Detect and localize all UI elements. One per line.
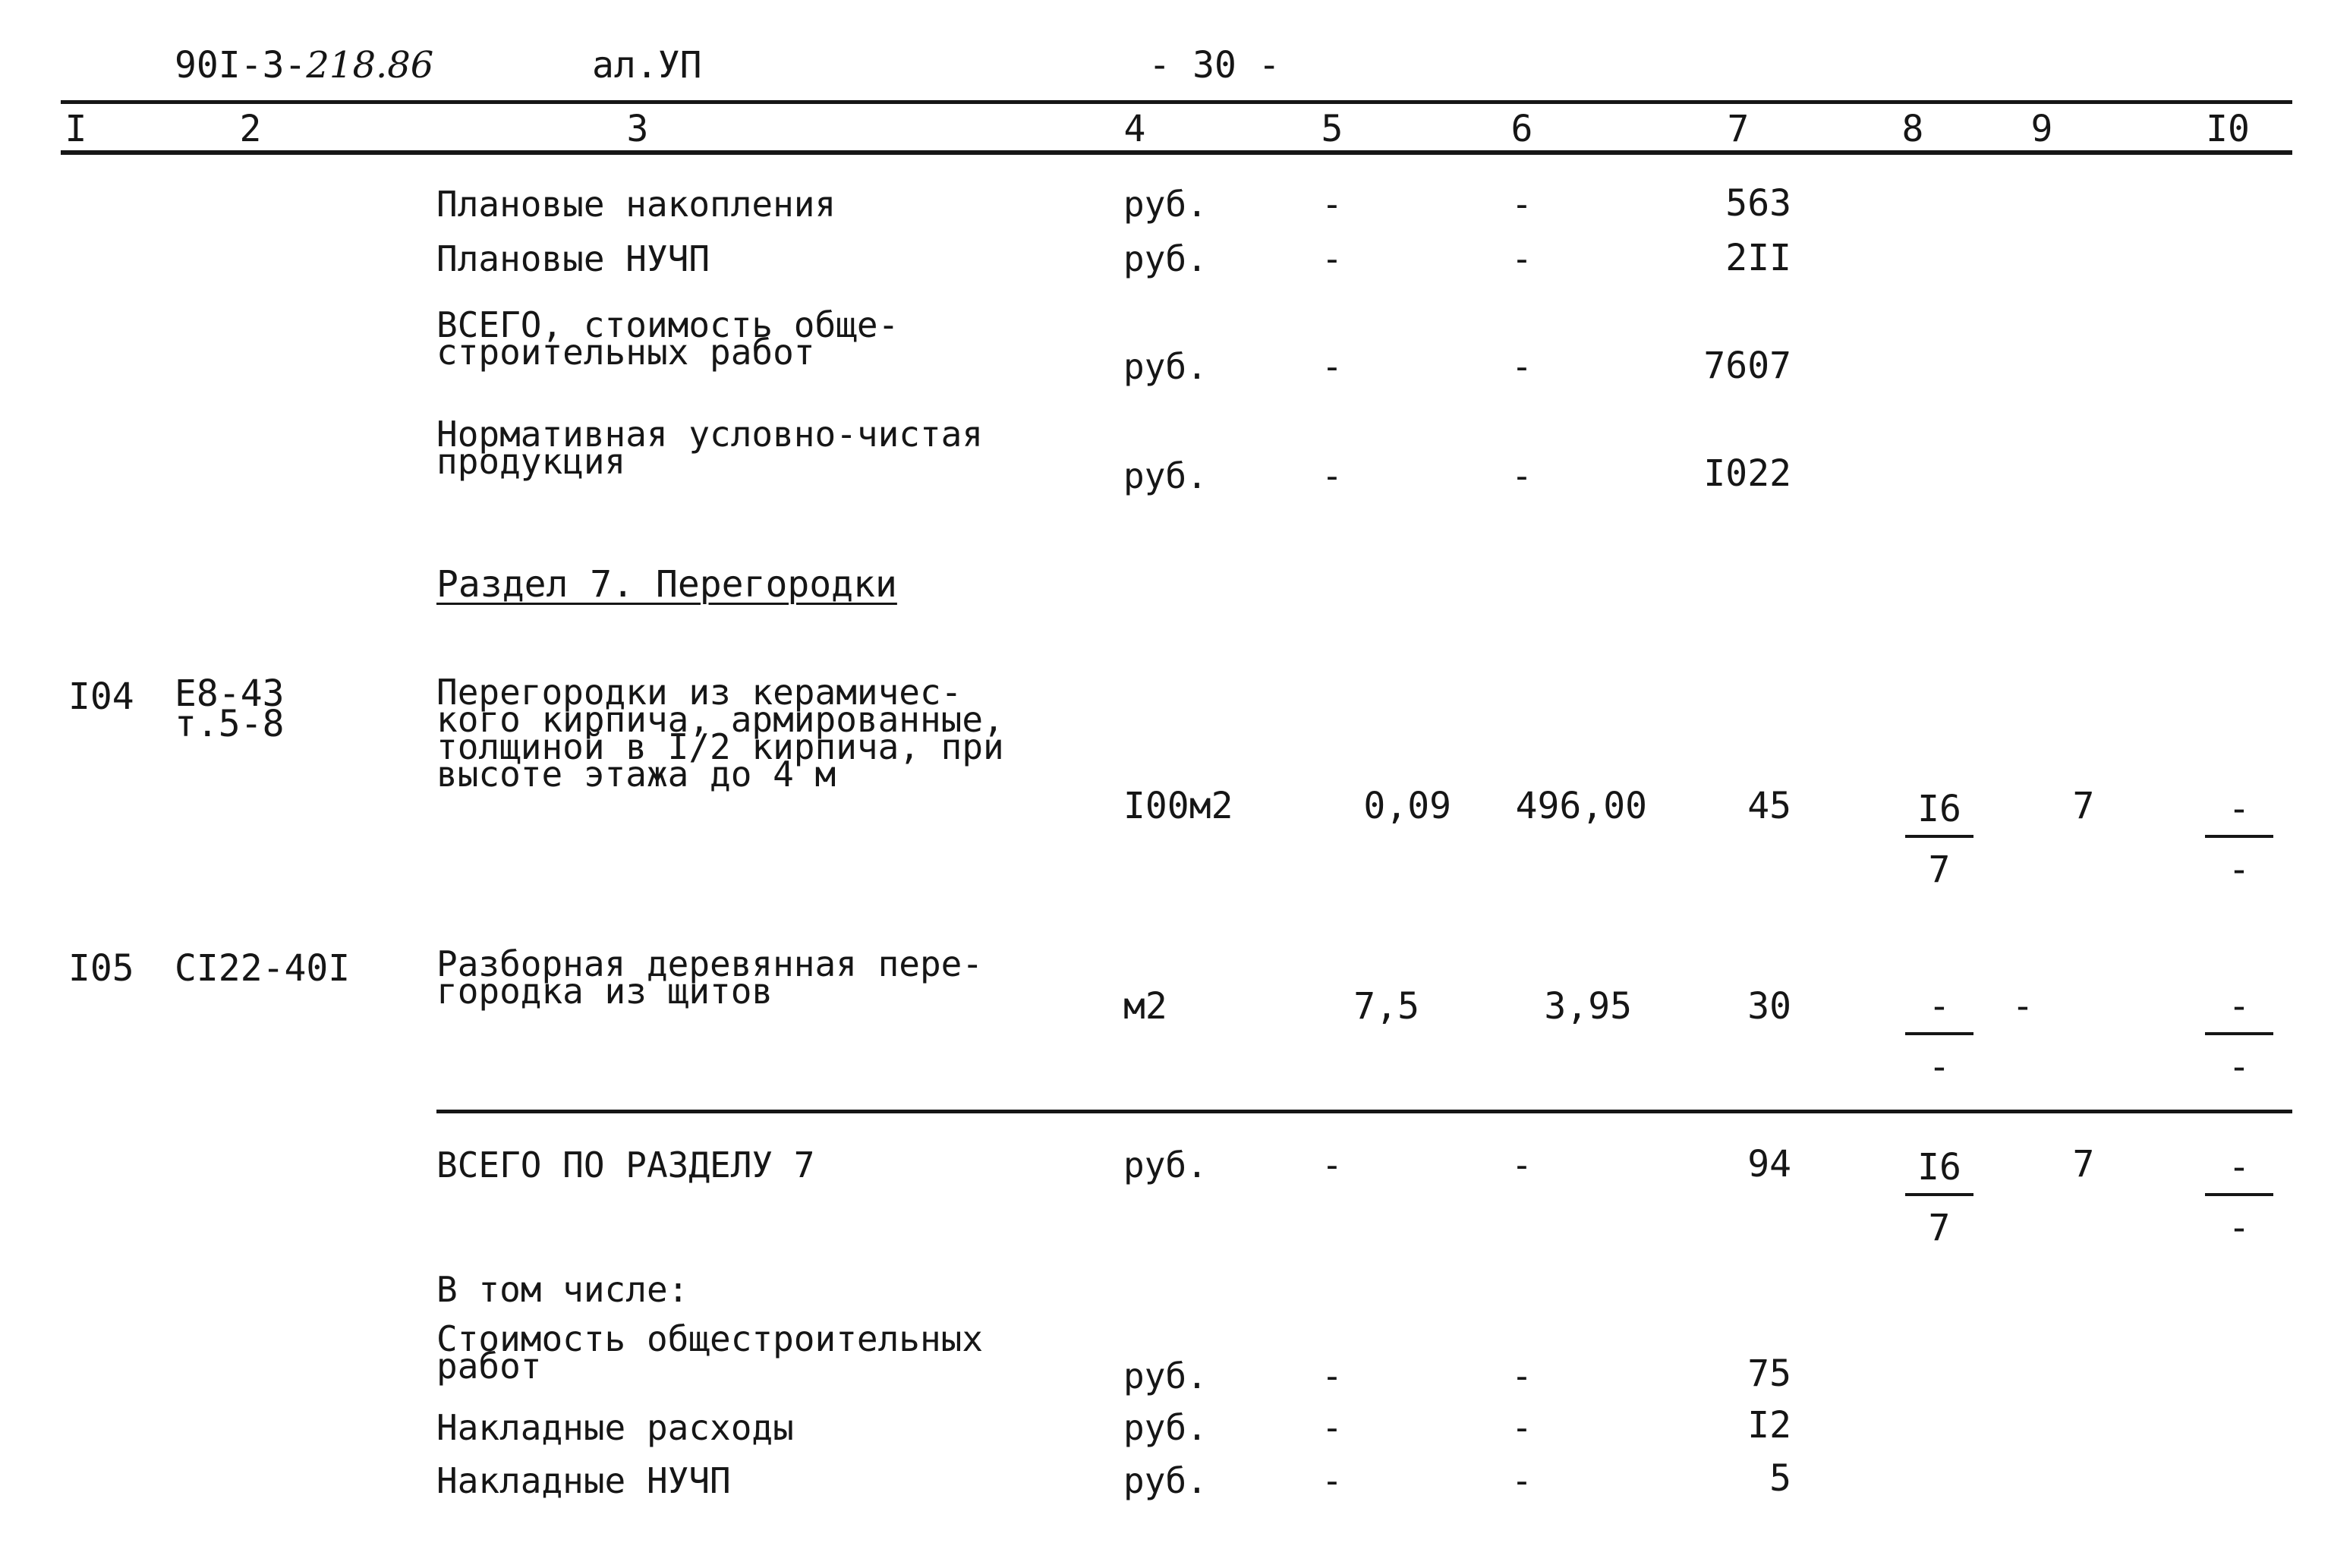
item-unit-price: 496,00	[1515, 785, 1647, 827]
section-total-col8-fraction	[1905, 1146, 1973, 1249]
fraction-bar	[2205, 835, 2273, 838]
breakdown-row-col6: -	[1511, 1460, 1532, 1501]
item-quantity: 0,09	[1363, 785, 1451, 827]
fraction-bar	[1905, 835, 1973, 838]
item-unit-price: 3,95	[1544, 985, 1632, 1028]
summary-row-unit: руб.	[1123, 184, 1208, 225]
section-total-col10-fraction	[2205, 1146, 2273, 1249]
item-total-cost: 30	[1747, 985, 1791, 1028]
including-label: В том числе:	[436, 1269, 689, 1310]
item-col10-fraction	[2205, 788, 2273, 891]
column-header-7: 7	[1727, 108, 1750, 150]
breakdown-row-value: 5	[1769, 1457, 1791, 1500]
fraction-denominator: 7	[1928, 849, 1951, 891]
summary-row-col6: -	[1511, 346, 1532, 387]
column-header-8: 8	[1901, 108, 1924, 150]
summary-row-name: ВСЕГО, стоимость обще- строительных работ	[436, 304, 899, 373]
section-total-col5: -	[1321, 1145, 1343, 1185]
breakdown-row-col5: -	[1321, 1355, 1343, 1396]
item-code: СI22-40I	[175, 947, 351, 990]
summary-row-col6: -	[1511, 238, 1532, 279]
section-total-value: 94	[1747, 1143, 1791, 1185]
column-header-9: 9	[2030, 108, 2053, 150]
fraction-numerator: -	[1928, 985, 1951, 1028]
breakdown-row-col5: -	[1321, 1407, 1343, 1448]
fraction-bar	[2205, 1193, 2273, 1196]
column-header-3: 3	[626, 108, 649, 150]
summary-row-value: 7607	[1703, 345, 1791, 387]
fraction-numerator: -	[2228, 1146, 2251, 1189]
summary-row-value: I022	[1703, 452, 1791, 495]
page-number: - 30 -	[1148, 44, 1280, 87]
section-total-rule	[436, 1110, 2292, 1113]
breakdown-row-name: Накладные расходы	[436, 1407, 794, 1448]
fraction-numerator: I6	[1917, 1146, 1961, 1189]
item-total-cost: 45	[1747, 785, 1791, 827]
item-number: I05	[68, 947, 134, 990]
fraction-numerator: -	[2228, 788, 2251, 830]
summary-row-col6: -	[1511, 455, 1532, 496]
summary-row-unit: руб.	[1123, 238, 1208, 279]
item-col10-fraction	[2205, 985, 2273, 1088]
item-col9: -	[2011, 985, 2034, 1028]
breakdown-row-unit: руб.	[1123, 1355, 1208, 1396]
fraction-denominator: 7	[1928, 1207, 1951, 1249]
breakdown-row-name: Стоимость общестроительных работ	[436, 1318, 984, 1387]
column-header-10: I0	[2206, 108, 2250, 150]
item-col8-fraction	[1905, 985, 1973, 1088]
summary-row-col5: -	[1321, 184, 1343, 225]
fraction-denominator: -	[2228, 1046, 2251, 1088]
summary-row-value: 2II	[1725, 237, 1791, 279]
summary-row-value: 563	[1725, 182, 1791, 225]
header-top-rule	[61, 100, 2292, 104]
summary-row-name: Плановые НУЧП	[436, 238, 710, 279]
fraction-denominator: -	[2228, 1207, 2251, 1249]
document-code-handwritten: 218.86	[306, 44, 434, 87]
summary-row-col5: -	[1321, 238, 1343, 279]
item-number: I04	[68, 675, 134, 718]
fraction-denominator: -	[1928, 1046, 1951, 1088]
column-header-4: 4	[1123, 108, 1146, 150]
breakdown-row-value: I2	[1747, 1404, 1791, 1447]
summary-row-col6: -	[1511, 184, 1532, 225]
column-header-5: 5	[1321, 108, 1343, 150]
section-title: Раздел 7. Перегородки	[436, 563, 897, 606]
item-description: Перегородки из керамичес- кого кирпича, армированные, толщиной в I/2 кирпича, при высоте этажа до 4 м	[436, 672, 1004, 795]
item-description: Разборная деревянная пере- городка из щитов	[436, 943, 984, 1012]
fraction-bar	[2205, 1032, 2273, 1035]
summary-row-unit: руб.	[1123, 455, 1208, 496]
summary-row-unit: руб.	[1123, 346, 1208, 387]
fraction-bar	[1905, 1193, 1973, 1196]
section-total-unit: руб.	[1123, 1145, 1208, 1185]
breakdown-row-value: 75	[1747, 1352, 1791, 1395]
column-header-1: I	[65, 108, 87, 150]
item-unit: м2	[1123, 985, 1167, 1028]
breakdown-row-col5: -	[1321, 1460, 1343, 1501]
breakdown-row-unit: руб.	[1123, 1407, 1208, 1448]
document-code-printed: 90I-3-	[175, 44, 307, 87]
item-code: Е8-43 т.5-8	[175, 672, 285, 745]
item-col9: 7	[2072, 785, 2095, 827]
summary-row-col5: -	[1321, 455, 1343, 496]
summary-row-col5: -	[1321, 346, 1343, 387]
section-total-label: ВСЕГО ПО РАЗДЕЛУ 7	[436, 1145, 815, 1185]
summary-row-name: Плановые накопления	[436, 184, 836, 225]
item-col8-fraction	[1905, 788, 1973, 891]
breakdown-row-col6: -	[1511, 1355, 1532, 1396]
album-label: ал.УП	[592, 44, 702, 87]
fraction-numerator: -	[2228, 985, 2251, 1028]
document-code	[175, 44, 434, 87]
breakdown-row-name: Накладные НУЧП	[436, 1460, 731, 1501]
column-header-6: 6	[1510, 108, 1533, 150]
breakdown-row-col6: -	[1511, 1407, 1532, 1448]
breakdown-row-unit: руб.	[1123, 1460, 1208, 1501]
column-header-2: 2	[239, 108, 262, 150]
fraction-bar	[1905, 1032, 1973, 1035]
summary-row-name: Нормативная условно-чистая продукция	[436, 414, 984, 482]
section-total-col9: 7	[2072, 1143, 2095, 1185]
fraction-denominator: -	[2228, 849, 2251, 891]
section-total-col6: -	[1511, 1145, 1532, 1185]
item-unit: I00м2	[1123, 785, 1233, 827]
fraction-numerator: I6	[1917, 788, 1961, 830]
header-bottom-rule	[61, 150, 2292, 155]
item-quantity: 7,5	[1353, 985, 1419, 1028]
